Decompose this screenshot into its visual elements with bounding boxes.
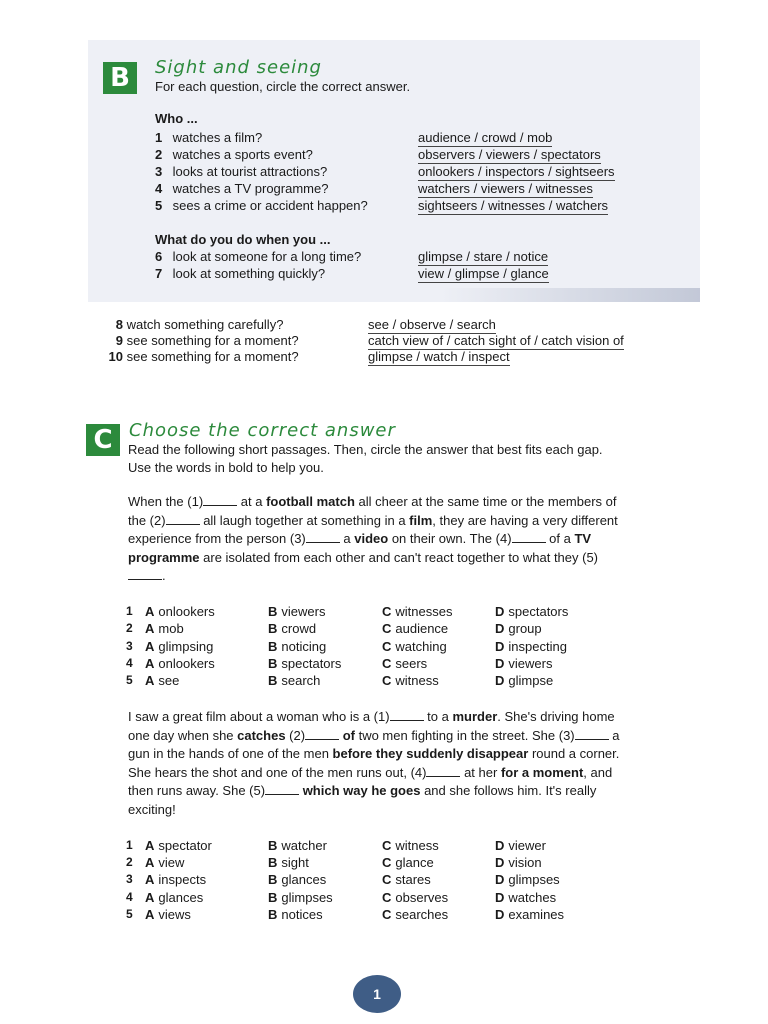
option-a[interactable] [145,854,184,871]
passage-text: at her [460,764,501,780]
passage-text: all cheer at the same time or the members of the (2) [128,494,617,528]
option-text: glance [395,855,434,871]
passage-text: (2) [285,727,306,743]
option-letter: D [495,872,505,888]
question-number: 10 [108,349,123,364]
who-heading: Who ... [155,111,198,126]
option-letter: B [268,889,278,905]
blank-gap[interactable] [166,513,200,525]
option-c[interactable] [382,837,439,854]
option-letter: A [145,872,155,888]
option-b[interactable] [268,889,333,906]
option-a[interactable] [145,871,206,888]
option-a[interactable] [145,672,179,689]
option-letter: C [382,855,392,871]
blank-gap[interactable] [128,568,162,580]
option-row-number: 3 [126,872,133,887]
passage-text: of a [545,531,575,547]
option-a[interactable] [145,603,215,620]
passage-text: round a corner. She hears the shot and one of the men runs out, (4) [128,746,620,780]
option-text: audience [395,621,449,637]
passage-text: all laugh together at something in a [199,512,410,528]
section-b-badge: B [103,62,137,94]
option-row-number: 2 [126,855,133,870]
option-letter: A [145,621,155,637]
option-text: glances [158,889,204,905]
page-number-badge: 1 [353,975,401,1013]
option-letter: C [382,604,392,619]
option-a[interactable] [145,655,215,672]
passage-text: to a [423,709,453,724]
option-letter: C [382,621,392,637]
option-letter: A [145,889,155,905]
option-letter: A [145,838,155,853]
option-letter: D [495,855,505,871]
question-text: watch something carefully? [126,317,284,332]
bold-keyword: film [409,512,433,528]
blank-gap[interactable] [575,728,609,740]
section-b-instruction: For each question, circle the correct answer. [155,79,411,94]
option-b[interactable] [268,638,326,655]
bold-keyword: catches [237,727,286,743]
option-text: glimpse [508,673,554,689]
answer-choices[interactable]: catch view of / catch sight of / catch vision of [368,333,624,348]
option-text: crowd [281,621,317,637]
passage-text: a [339,531,355,547]
passage-text: . [162,568,166,584]
option-row-number: 4 [126,655,133,670]
option-d[interactable] [495,889,556,906]
option-text: spectators [508,604,569,619]
question-text: look at someone for a long time? [172,249,362,264]
question-number: 9 [115,333,123,348]
option-text: onlookers [158,655,215,671]
option-d[interactable] [495,871,560,888]
answer-choices[interactable]: observers / viewers / spectators [418,147,601,162]
blank-gap[interactable] [426,765,460,777]
option-text: watcher [281,838,327,853]
option-letter: B [268,673,278,689]
option-c[interactable] [382,871,431,888]
option-a[interactable] [145,906,191,923]
option-b[interactable] [268,837,327,854]
option-d[interactable] [495,620,542,637]
option-row-number: 1 [126,838,133,852]
answer-choices[interactable]: audience / crowd / mob [418,130,553,145]
question-row [155,248,361,265]
passage-text: , they are having a very different experience from the person (3) [128,512,618,547]
answer-choices[interactable]: view / glimpse / glance [418,266,549,281]
question-row [155,265,325,282]
option-b[interactable] [268,672,320,689]
section-b-title: Sight and seeing [155,57,322,78]
question-text: watches a sports event? [172,147,313,162]
what-heading: What do you do when you ... [155,232,331,247]
option-text: watches [508,889,557,905]
bold-keyword: for a moment [500,764,584,780]
bold-keyword: which way he goes [302,783,421,799]
question-row [155,163,327,180]
option-text: glimpses [508,872,560,888]
option-text: viewer [508,838,546,853]
question-text: see something for a moment? [126,349,299,364]
answer-choices[interactable]: watchers / viewers / witnesses [418,181,593,196]
passage-2 [128,708,628,820]
option-text: stares [395,872,431,888]
question-row [105,316,283,333]
option-d[interactable] [495,906,564,923]
option-letter: A [145,906,155,922]
option-letter: B [268,638,278,654]
question-row [155,146,313,163]
option-text: group [508,621,542,637]
option-letter: A [145,638,155,654]
option-c[interactable] [382,638,447,655]
blank-gap[interactable] [203,494,237,506]
option-letter: C [382,673,392,689]
option-text: inspecting [508,638,567,654]
option-a[interactable] [145,889,203,906]
question-row [105,332,299,349]
option-letter: D [495,673,505,689]
bold-keyword: video [354,531,389,547]
option-c[interactable] [382,906,448,923]
option-b[interactable] [268,620,316,637]
option-letter: B [268,855,278,871]
option-letter: D [495,655,505,671]
question-text: sees a crime or accident happen? [172,198,368,213]
option-text: searches [395,906,449,922]
question-text: watches a TV programme? [172,181,329,196]
option-text: search [281,673,321,689]
question-number: 4 [155,181,163,196]
option-letter: C [382,906,392,922]
blank-gap[interactable] [305,728,339,740]
option-c[interactable] [382,854,434,871]
question-number: 8 [115,317,123,332]
option-letter: D [495,906,505,922]
option-d[interactable] [495,638,567,655]
option-d[interactable] [495,655,552,672]
option-b[interactable] [268,906,323,923]
option-letter: A [145,855,155,871]
option-d[interactable] [495,854,542,871]
option-b[interactable] [268,871,326,888]
option-text: glimpses [281,889,333,905]
option-letter: A [145,673,155,689]
option-text: witness [395,838,439,853]
option-letter: B [268,872,278,888]
question-text: watches a film? [172,130,263,145]
option-letter: A [145,655,155,671]
answer-choices[interactable]: onlookers / inspectors / sightseers [418,164,615,179]
bold-keyword: football match [266,494,355,509]
option-row-number: 3 [126,638,133,653]
option-text: inspects [158,872,207,888]
passage-text: . She's driving home one day when she [128,709,615,743]
question-number: 1 [155,130,163,145]
option-text: sight [281,855,309,871]
option-row-number: 5 [126,673,133,688]
option-text: noticing [281,638,327,654]
option-letter: C [382,872,392,888]
question-text: look at something quickly? [172,266,326,281]
bold-keyword: before they suddenly disappear [332,746,529,762]
question-text: looks at tourist attractions? [172,164,328,179]
option-text: examines [508,906,565,922]
passage-text: and she follows him. It's really exciting! [128,783,597,817]
passage-text: on their own. The (4) [388,531,512,547]
option-text: onlookers [158,604,215,619]
passage-text: I saw a great film about a woman who is a (1) [128,709,390,724]
option-letter: B [268,655,278,671]
option-text: witness [395,673,439,689]
option-d[interactable] [495,837,546,854]
option-letter: C [382,838,392,853]
option-letter: D [495,889,505,905]
option-text: view [158,855,185,871]
answer-choices[interactable]: see / observe / search [368,317,496,332]
bold-keyword: TV programme [128,531,592,565]
question-number: 6 [155,249,163,264]
option-text: notices [281,906,323,922]
option-row-number: 5 [126,906,133,921]
question-row [155,180,328,197]
option-letter: A [145,604,155,619]
bold-keyword: of [342,727,355,743]
option-letter: D [495,621,505,637]
option-letter: C [382,638,392,654]
option-text: glimpsing [158,638,214,654]
option-b[interactable] [268,854,309,871]
question-number: 3 [155,164,163,179]
option-letter: B [268,604,278,619]
option-text: spectator [158,838,212,853]
option-text: observes [395,889,449,905]
option-c[interactable] [382,603,452,620]
option-c[interactable] [382,620,448,637]
passage-text: When the (1) [128,494,204,509]
option-letter: B [268,838,278,853]
option-letter: D [495,638,505,654]
passage-text: two men fighting in the street. She (3) [354,727,575,743]
blank-gap[interactable] [512,531,546,543]
option-text: views [158,906,191,922]
passage-text: are isolated from each other and can't react together to what they (5) [199,549,599,565]
option-a[interactable] [145,620,184,637]
question-row [155,129,262,146]
answer-choices[interactable]: glimpse / stare / notice [418,249,549,264]
question-number: 7 [155,266,163,281]
option-letter: D [495,838,505,853]
section-c-title: Choose the correct answer [129,420,396,441]
passage-text: , and then runs away. She (5) [128,764,613,799]
option-text: vision [508,855,542,871]
option-letter: D [495,604,505,619]
passage-text: at a [237,494,267,509]
option-b[interactable] [268,655,341,672]
option-row-number: 1 [126,604,133,618]
option-text: watching [395,638,447,654]
option-d[interactable] [495,603,568,620]
option-text: see [158,673,180,689]
option-text: seers [395,655,428,671]
option-text: viewers [508,655,553,671]
blank-gap[interactable] [306,531,340,543]
question-text: see something for a moment? [126,333,299,348]
option-c[interactable] [382,889,448,906]
passage-1 [128,493,628,586]
section-c-badge: C [86,424,120,456]
option-text: viewers [281,604,326,619]
option-a[interactable] [145,638,213,655]
passage-text: a gun in the hands of one of the men [128,727,620,762]
option-text: witnesses [395,604,453,619]
option-b[interactable] [268,603,325,620]
option-a[interactable] [145,837,212,854]
option-letter: C [382,889,392,905]
answer-choices[interactable]: glimpse / watch / inspect [368,349,510,364]
option-text: mob [158,621,184,637]
bold-keyword: murder [452,709,498,724]
question-number: 5 [155,198,163,213]
answer-choices[interactable]: sightseers / witnesses / watchers [418,198,609,213]
option-c[interactable] [382,672,439,689]
blank-gap[interactable] [265,783,299,795]
option-text: glances [281,872,327,888]
question-row [105,348,299,365]
option-letter: B [268,621,278,637]
question-row [155,197,368,214]
option-text: spectators [281,655,342,671]
option-letter: B [268,906,278,922]
blank-gap[interactable] [390,709,424,721]
section-c-instruction: Read the following short passages. Then, circle the answer that best fits each gap. Use the words in bold to help you. [128,442,603,475]
option-row-number: 2 [126,621,133,636]
option-c[interactable] [382,655,427,672]
option-d[interactable] [495,672,553,689]
option-row-number: 4 [126,889,133,904]
option-letter: C [382,655,392,671]
question-number: 2 [155,147,163,162]
